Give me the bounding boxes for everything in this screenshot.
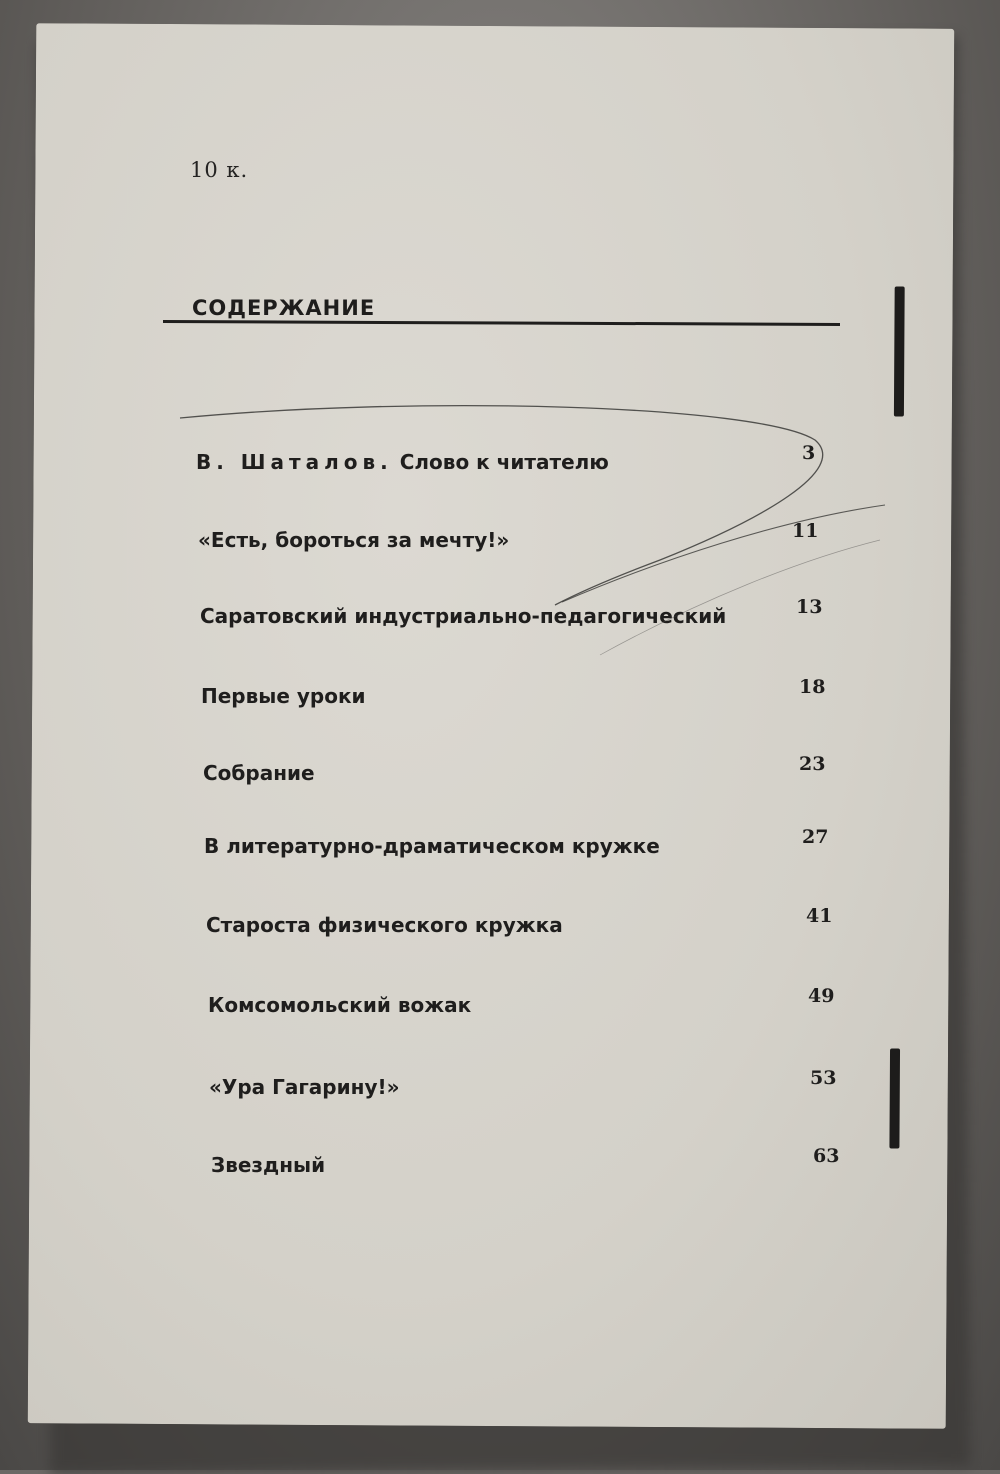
- toc-entry-page: 23: [799, 753, 826, 775]
- toc-entry-title: Первые уроки: [201, 684, 366, 708]
- toc-entry-title: Саратовский индустриально-педагогический: [200, 604, 727, 628]
- toc-entry-page: 18: [799, 676, 826, 698]
- toc-entry-page: 11: [792, 520, 819, 542]
- toc-entry-page: 53: [810, 1067, 837, 1089]
- contents-heading: СОДЕРЖАНИЕ: [192, 296, 376, 320]
- toc-entry-page: 63: [813, 1145, 840, 1167]
- toc-entry-title: Комсомольский вожак: [208, 993, 472, 1017]
- toc-entry-author: В. Шаталов.: [196, 450, 393, 474]
- toc-entry-page: 41: [806, 905, 833, 927]
- toc-entry-page: 49: [808, 985, 835, 1007]
- toc-entry-title: Звездный: [211, 1153, 326, 1177]
- toc-entry-title: «Ура Гагарину!»: [209, 1075, 400, 1099]
- toc-entry-title: В литературно-драматическом кружке: [204, 834, 660, 858]
- toc-entry-title: «Есть, бороться за мечту!»: [198, 528, 510, 552]
- price-label: 10 к.: [190, 158, 249, 182]
- toc-entry-title: Собрание: [203, 761, 315, 785]
- toc-entry-page: 27: [802, 826, 829, 848]
- toc-entry-page: 13: [796, 596, 823, 618]
- toc-entry-page: 3: [802, 442, 816, 464]
- toc-entry-title: Староста физического кружка: [206, 913, 563, 937]
- toc-entry-title: В. Шаталов. Слово к читателю: [196, 450, 609, 474]
